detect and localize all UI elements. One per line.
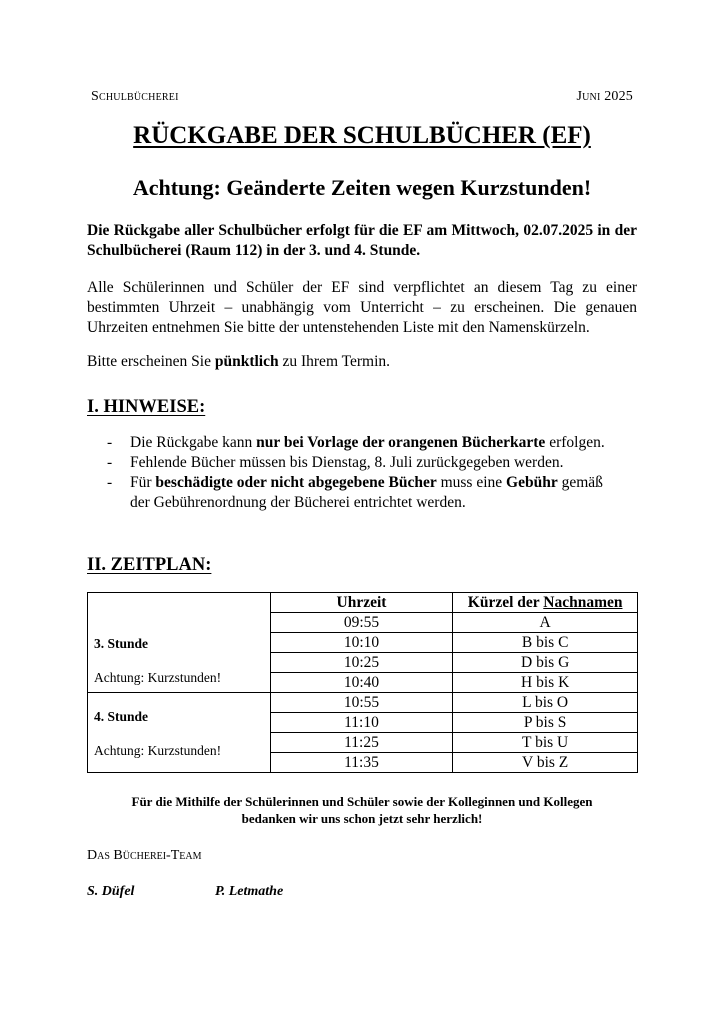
thanks-line-1: Für die Mithilfe der Schülerinnen und Schüler sowie der Kolleginnen und Kollegen <box>131 794 593 809</box>
time-cell: 10:10 <box>270 633 453 653</box>
table-corner-cell <box>88 593 271 613</box>
section-heading-notes: I. HINWEISE: <box>87 397 206 417</box>
signature-2: P. Letmathe <box>215 884 284 899</box>
punctuality-emphasis: pünktlich <box>214 353 279 370</box>
period-cell-3 <box>88 613 271 693</box>
time-cell: 09:55 <box>270 613 453 633</box>
team-signoff: Das Bücherei-Team <box>87 848 202 863</box>
table-row <box>88 613 638 633</box>
notes-list <box>87 433 617 513</box>
period-note: Achtung: Kurzstunden! <box>94 743 222 758</box>
period-note: Achtung: Kurzstunden! <box>94 669 222 685</box>
code-cell: B bis C <box>453 633 638 653</box>
list-dash: - <box>107 454 113 471</box>
column-header-code: Kürzel der Nachnamen <box>453 593 638 613</box>
time-cell: 10:25 <box>270 653 453 673</box>
time-cell: 10:40 <box>270 673 453 693</box>
list-item: - Für beschädigte oder nicht abgegebene Bücher muss eine Gebühr gemäß der Gebührenordnung der Bücherei entrichtet werden. <box>107 474 603 511</box>
code-cell: T bis U <box>453 733 638 753</box>
period-name: 4. Stunde <box>94 709 149 724</box>
intro-paragraph: Alle Schülerinnen und Schüler der EF sind verpflichtet an diesem Tag zu einer bestimmten Uhrzeit – unabhängig vom Unterricht – zu erscheinen. Die genauen Uhrzeiten entnehmen Sie bitte der untenstehenden Liste mit den Namenskürzeln. <box>87 279 637 336</box>
code-cell: V bis Z <box>453 753 638 773</box>
column-header-time: Uhrzeit <box>270 593 453 613</box>
punctuality-paragraph: Bitte erscheinen Sie pünktlich zu Ihrem Termin. <box>87 353 391 370</box>
signature-1: S. Düfel <box>87 884 135 899</box>
code-cell: A <box>453 613 638 633</box>
list-dash: - <box>107 474 113 491</box>
period-cell-4 <box>88 693 271 773</box>
time-cell: 11:35 <box>270 753 453 773</box>
code-cell: D bis G <box>453 653 638 673</box>
code-cell: H bis K <box>453 673 638 693</box>
header-date: Juni 2025 <box>576 89 633 104</box>
thanks-note <box>87 793 637 827</box>
document-title: RÜCKGABE DER SCHULBÜCHER (EF) <box>133 122 591 149</box>
code-cell: L bis O <box>453 693 638 713</box>
time-cell: 11:25 <box>270 733 453 753</box>
section-heading-schedule: II. ZEITPLAN: <box>87 555 212 575</box>
thanks-line-2: bedanken wir uns schon jetzt sehr herzlich! <box>241 811 483 826</box>
time-cell: 10:55 <box>270 693 453 713</box>
period-name: 3. Stunde <box>94 635 149 651</box>
intro-bold-paragraph: Die Rückgabe aller Schulbücher erfolgt für die EF am Mittwoch, 02.07.2025 in der Schulbücherei (Raum 112) in der 3. und 4. Stunde. <box>87 222 637 259</box>
list-item: - Fehlende Bücher müssen bis Dienstag, 8. Juli zurückgegeben werden. <box>107 454 564 471</box>
table-header-row <box>88 593 638 613</box>
table-row <box>88 693 638 713</box>
header-department: Schulbücherei <box>91 89 179 104</box>
list-dash: - <box>107 434 113 451</box>
schedule-table <box>87 592 638 773</box>
document-subtitle: Achtung: Geänderte Zeiten wegen Kurzstunden! <box>132 175 592 200</box>
code-cell: P bis S <box>453 713 638 733</box>
time-cell: 11:10 <box>270 713 453 733</box>
list-item: - Die Rückgabe kann nur bei Vorlage der orangenen Bücherkarte erfolgen. <box>107 434 605 451</box>
